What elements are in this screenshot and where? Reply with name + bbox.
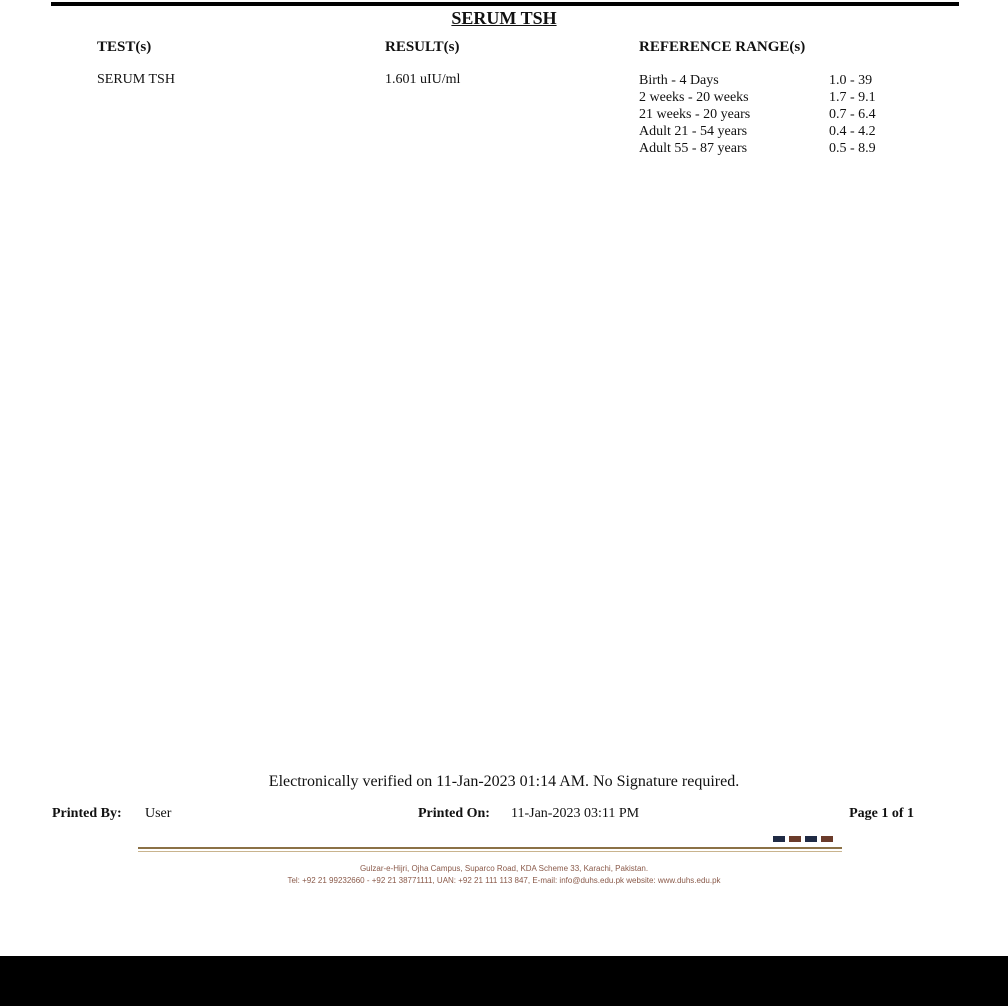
footer-contact: Tel: +92 21 99232660 - +92 21 38771111, UAN: +92 21 111 113 847, E-mail: info@duhs.edu.pk website: www.duhs.edu.pk [287, 876, 721, 885]
reference-range-row [639, 106, 899, 123]
reference-range-row [639, 89, 899, 106]
reference-range-label: Birth - 4 Days [639, 73, 719, 88]
printed-on-value: 11-Jan-2023 03:11 PM [511, 806, 640, 821]
reference-range-row [639, 72, 899, 89]
reference-range-value: 1.7 - 9.1 [829, 90, 876, 105]
reference-range-value: 1.0 - 39 [829, 73, 873, 88]
reference-range-label: 21 weeks - 20 years [639, 107, 751, 122]
printed-by-label: Printed By: [52, 806, 122, 821]
footer-rule-thin [138, 851, 842, 852]
reference-range-value: 0.7 - 6.4 [829, 107, 876, 122]
brand-swatch [789, 836, 801, 842]
brand-swatch [773, 836, 785, 842]
reference-range-value: 0.5 - 8.9 [829, 141, 876, 156]
bottom-black-bar [0, 956, 1008, 1006]
brand-swatch [805, 836, 817, 842]
reference-range-list [639, 72, 899, 157]
printed-by-value: User [145, 806, 172, 821]
reference-range-label: Adult 55 - 87 years [639, 141, 748, 156]
test-name: SERUM TSH [97, 72, 175, 87]
report-title: SERUM TSH [451, 8, 557, 28]
reference-range-label: Adult 21 - 54 years [639, 124, 748, 139]
page-number: Page 1 of 1 [849, 806, 914, 821]
verification-note: Electronically verified on 11-Jan-2023 01:14 AM. No Signature required. [268, 773, 740, 790]
reference-range-label: 2 weeks - 20 weeks [639, 90, 749, 105]
reference-range-row [639, 140, 899, 157]
header-reference: REFERENCE RANGE(s) [639, 39, 806, 55]
printed-on-label: Printed On: [418, 806, 490, 821]
top-rule [51, 2, 959, 6]
reference-range-row [639, 123, 899, 140]
header-result: RESULT(s) [385, 39, 460, 55]
brand-swatches [773, 836, 833, 842]
header-test: TEST(s) [97, 39, 152, 55]
reference-range-value: 0.4 - 4.2 [829, 124, 876, 139]
brand-swatch [821, 836, 833, 842]
test-result: 1.601 uIU/ml [385, 72, 461, 87]
footer-rule [138, 847, 842, 849]
footer-address: Gulzar-e-Hijri, Ojha Campus, Suparco Road, KDA Scheme 33, Karachi, Pakistan. [359, 864, 649, 873]
